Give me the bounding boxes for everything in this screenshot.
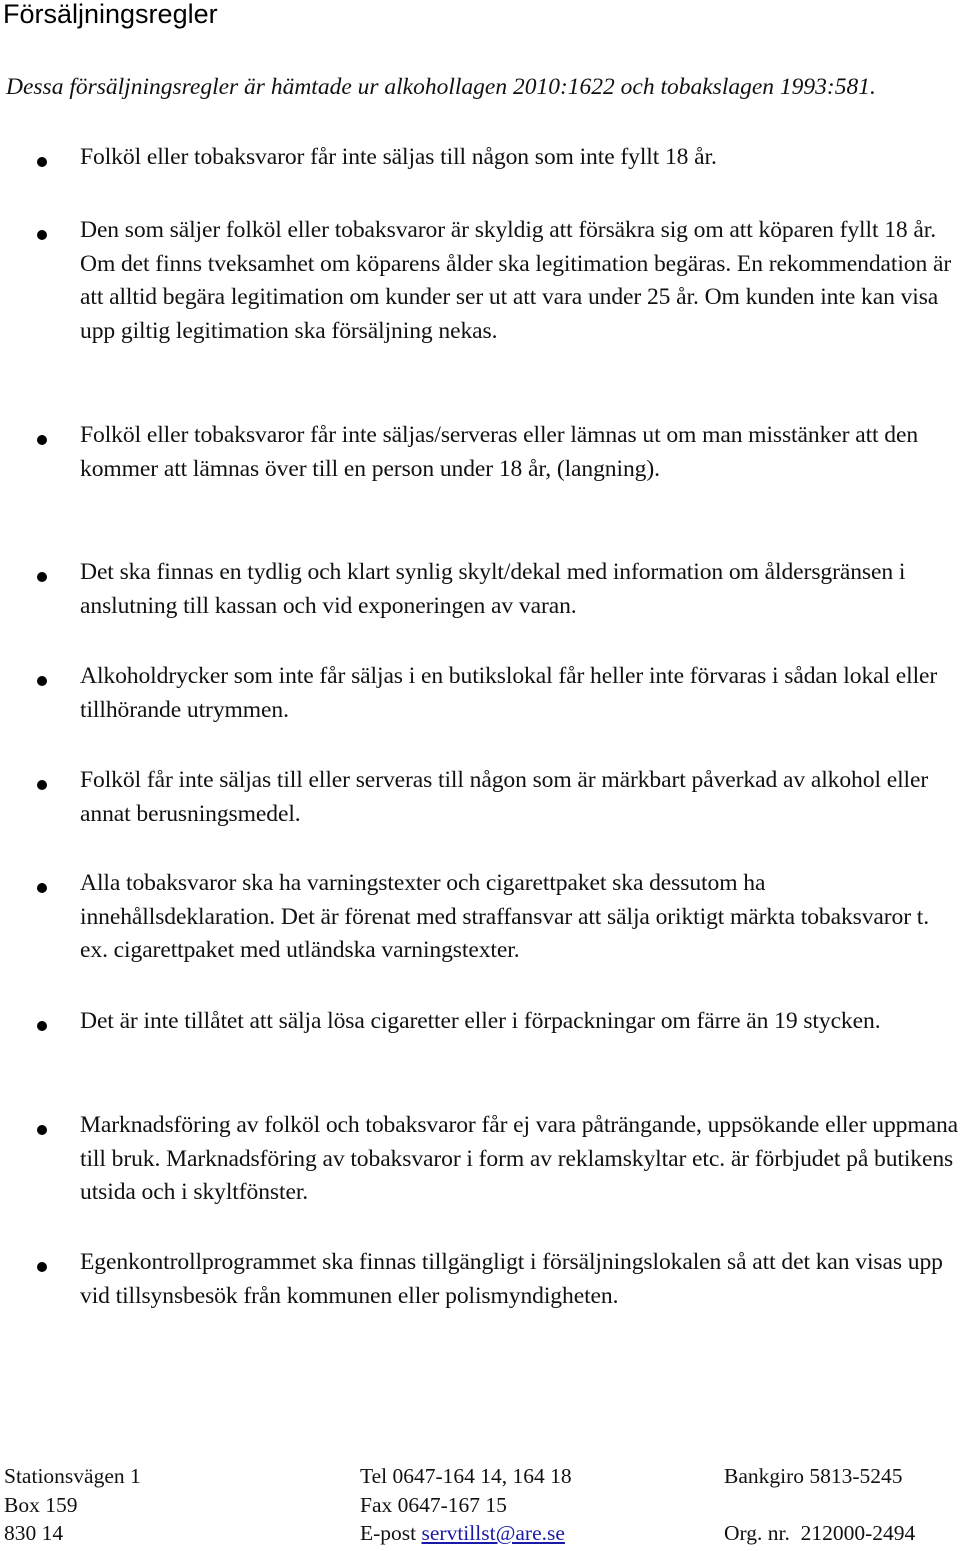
footer-postcode: 830 14 <box>4 1521 64 1545</box>
list-item-text: Folköl får inte säljas till eller serveras till någon som är märkbart påverkad av alkohol eller annat berusningsmedel. <box>80 767 929 827</box>
list-item-text: Folköl eller tobaksvaror får inte säljas/serveras eller lämnas ut om man misstänker att den kommer att lämnas över till en person under 18 år, (langning). <box>80 422 919 482</box>
list-item-text: Marknadsföring av folköl och tobaksvaror får ej vara påträngande, uppsökande eller uppmana till bruk. Marknadsföring av tobaksvaror i form av reklamskyltar etc. är förbjudet på butikens utsida och i skyltfönster. <box>80 1112 959 1205</box>
bullet-icon <box>37 157 47 167</box>
footer-spacer <box>724 1491 915 1520</box>
bullet-icon <box>37 572 47 582</box>
list-item-text: Folköl eller tobaksvaror får inte säljas till någon som inte fyllt 18 år. <box>80 144 717 170</box>
footer-address <box>4 1462 141 1548</box>
bullet-icon <box>37 230 47 240</box>
bullet-icon <box>37 1262 47 1272</box>
footer-tel: Tel 0647-164 14, 164 18 <box>360 1464 572 1488</box>
footer-box: Box 159 <box>4 1492 78 1517</box>
list-item-text: Den som säljer folköl eller tobaksvaror är skyldig att försäkra sig om att köparen fyllt 18 år. Om det finns tveksamhet om köparens ålder ska legitimation begäras. En rekommendation är att alltid begära legitimation om kunder ser ut att vara under 25 år. Om kunden inte kan visa upp giltig legitimation ska försäljning nekas. <box>80 217 952 344</box>
footer-bank <box>724 1462 915 1548</box>
bullet-icon <box>37 883 47 893</box>
footer-street: Stationsvägen 1 <box>4 1464 141 1488</box>
bullet-icon <box>37 1125 47 1135</box>
footer-fax: Fax 0647-167 15 <box>360 1492 507 1517</box>
list-item-text: Egenkontrollprogrammet ska finnas tillgängligt i försäljningslokalen så att det kan visas upp vid tillsynsbesök från kommunen eller polismyndigheten. <box>80 1249 943 1309</box>
footer-bankgiro: Bankgiro 5813-5245 <box>724 1464 903 1488</box>
footer-contact <box>360 1462 572 1548</box>
bullet-icon <box>37 780 47 790</box>
bullet-icon <box>37 435 47 445</box>
bullet-icon <box>37 676 47 686</box>
list-item-text: Det är inte tillåtet att sälja lösa cigaretter eller i förpackningar om färre än 19 stycken. <box>80 1008 881 1034</box>
list-item-text: Alkoholdrycker som inte får säljas i en butikslokal får heller inte förvaras i sådan lokal eller tillhörande utrymmen. <box>80 663 938 723</box>
email-link[interactable]: servtillst@are.se <box>421 1521 565 1545</box>
list-item-text: Det ska finnas en tydlig och klart synlig skylt/dekal med information om åldersgränsen i anslutning till kassan och vid exponeringen av varan. <box>80 559 906 619</box>
list-item-text: Alla tobaksvaror ska ha varningstexter och cigarettpaket ska dessutom ha innehållsdeklaration. Det är förenat med straffansvar att sälja oriktigt märkta tobaksvaror t. ex. cigarettpaket med utländska varningstexter. <box>80 870 930 963</box>
page-title: Försäljningsregler <box>3 0 218 29</box>
footer-orgnr: Org. nr. 212000-2494 <box>724 1521 916 1545</box>
footer-email-line <box>360 1519 572 1548</box>
footer-email-label: E-post <box>360 1521 422 1545</box>
intro-text: Dessa försäljningsregler är hämtade ur alkohollagen 2010:1622 och tobakslagen 1993:581. <box>6 74 876 100</box>
bullet-icon <box>37 1021 47 1031</box>
